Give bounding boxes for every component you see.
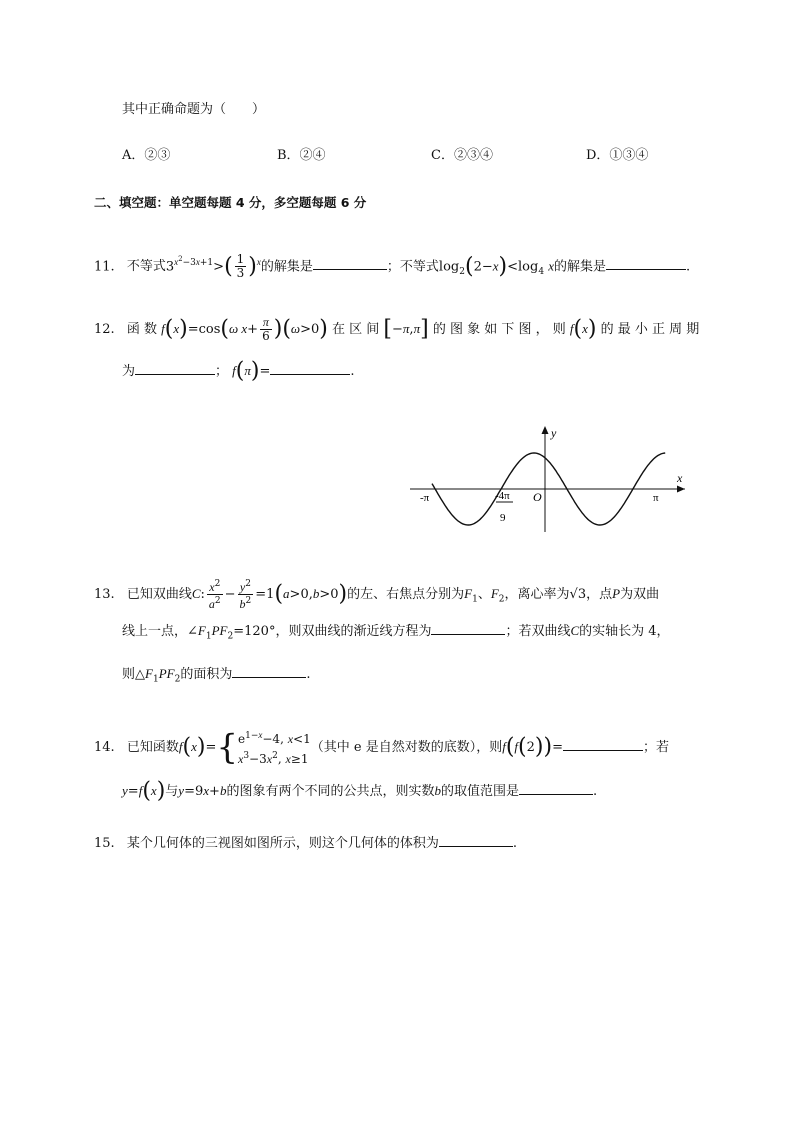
y-axis-arrow	[542, 426, 549, 434]
choice-a: A．②③	[122, 148, 171, 163]
section-title: 二、填空题：单空题每题 4 分，多空题每题 6 分	[94, 195, 367, 210]
q15-answer-blank[interactable]	[439, 832, 513, 847]
q12-cosine-graph	[405, 420, 695, 535]
origin-label: O	[533, 490, 542, 504]
tick-label-numerator: -4π	[495, 490, 510, 502]
question-13-line3: 则$\triangle F_1PF_2$的面积为 .	[122, 663, 310, 689]
q14-answer-blank-1[interactable]	[563, 736, 643, 751]
question-13-line2: 线上一点，$\angle F_1PF_2=120^\circ$，则双曲线的渐近线方程为 ；若双曲线C的实轴长为 4，	[122, 620, 670, 646]
tick-label-neg-pi: -π	[420, 492, 430, 504]
question-15: 15. 某个几何体的三视图如图所示，则这个几何体的体积为 .	[94, 832, 517, 853]
x-axis-label: x	[677, 471, 683, 485]
choice-b: B．②④	[277, 148, 326, 163]
question-14-line1: 14. 已知函数f(x)={ $e^{1-x}-4$, x<1 $x^3-3x^2$, x≥1 （其中 e 是自然对数的底数），则f(f(2))= ；若	[94, 727, 670, 768]
choice-d: D．①③④	[586, 148, 649, 163]
q11-answer-blank-1[interactable]	[313, 255, 387, 270]
q13-answer-blank-1[interactable]	[431, 620, 505, 635]
q14-number: 14.	[94, 740, 115, 755]
q11-number: 11.	[94, 259, 115, 275]
q13-answer-blank-2[interactable]	[232, 663, 306, 678]
question-12-line2: 为 ； f(π)= .	[122, 358, 355, 384]
y-axis-label: y	[551, 426, 557, 440]
q10-prompt: 其中正确命题为（ ）	[122, 102, 266, 117]
q12-answer-blank-2[interactable]	[270, 360, 350, 375]
q13-number: 13.	[94, 587, 115, 602]
q12-answer-blank-1[interactable]	[135, 360, 215, 375]
q14-answer-blank-2[interactable]	[519, 780, 593, 795]
tick-label-pi: π	[653, 492, 659, 504]
question-12-line1: 12. 函 数 f(x)=cos(ω x+ $\frac{\pi}{6}$ )(ω>0) 在 区 间 [−π,π] 的 图 象 如 下 图 ， 则 f(x) 的 最 小 正 周 期	[94, 315, 700, 343]
q11-answer-blank-2[interactable]	[606, 255, 686, 270]
q15-number: 15.	[94, 836, 115, 851]
question-11: 11. 不等式$3^{x^2-3x+1}>$( $\frac{1}{3}$ )$^x$的解集是 ；不等式$\log_2(2-x)<\log_4$ x的解集是 .	[94, 252, 691, 281]
question-14-line2: y=f(x)与y=9x+b的图象有两个不同的公共点，则实数b的取值范围是 .	[122, 778, 598, 804]
tick-label-denominator: 9	[500, 512, 506, 524]
q12-number: 12.	[94, 322, 115, 337]
choice-c: C．②③④	[431, 148, 493, 163]
x-axis-arrow	[677, 486, 685, 493]
question-13-line1: 13. 已知双曲线C: $\frac{x^2}{a^2}$ − $\frac{y^2}{b^2}$ =1(a>0,b>0)的左、右焦点分别为$F_1$、$F_2$，离心率为√3，点P为双曲	[94, 579, 660, 611]
